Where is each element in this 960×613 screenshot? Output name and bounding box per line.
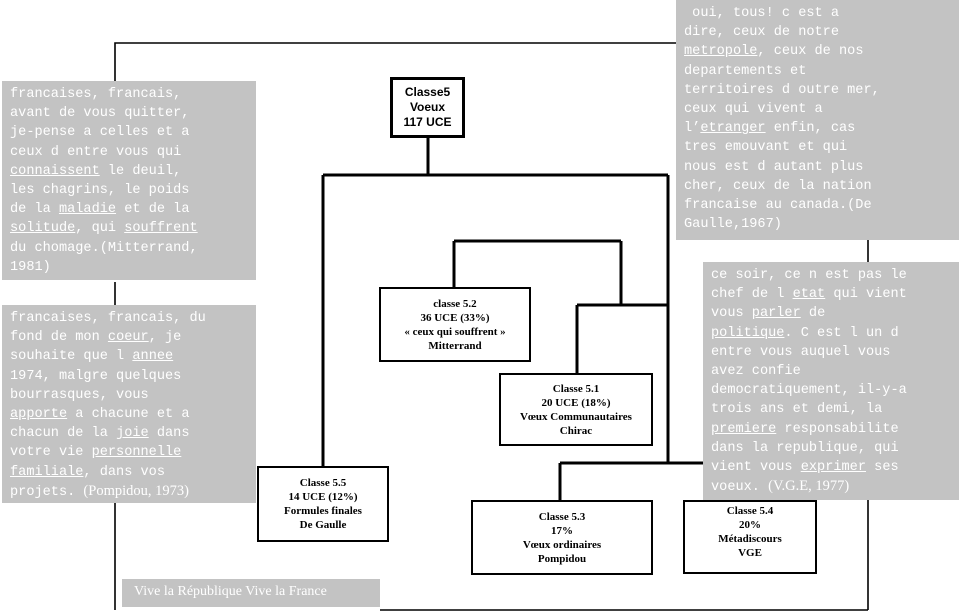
keyword: etranger (700, 121, 766, 137)
quote-line: tres emouvant et qui (684, 140, 848, 156)
class-5-3-theme: Vœux ordinaires (522, 538, 602, 551)
quote-line (10, 219, 248, 238)
keyword: parler (751, 306, 801, 322)
class-5-5-title: Classe 5.5 (299, 477, 347, 489)
quote-text: votre vie (10, 445, 92, 461)
quote-text: . C est l un d (784, 325, 899, 341)
root-class-title: Classe5 (404, 85, 451, 99)
class-5-3-title: Classe 5.3 (538, 510, 586, 523)
quote-vge (703, 262, 959, 500)
class-5-4-title: Classe 5.4 (726, 505, 774, 517)
class-5-1-theme: Vœux Communautaires (520, 410, 632, 423)
quote-line (10, 482, 248, 502)
class-5-2-count: 36 UCE (33%) (420, 311, 490, 324)
keyword: maladie (58, 202, 117, 218)
quote-text: , qui (75, 221, 125, 237)
quote-text: enfin, cas (765, 121, 856, 137)
quote-line: territoires d outre mer, (684, 82, 880, 98)
class-5-4-theme: Métadiscours (718, 533, 782, 545)
quote-text: vient vous (711, 460, 801, 476)
class-5-4-share: 20% (739, 519, 761, 531)
quote-line: avez confie (711, 364, 801, 380)
quote-text: ses (866, 460, 899, 476)
quote-line (711, 458, 951, 477)
quote-line: oui, tous! c est a (684, 6, 839, 21)
quote-line: ceux qui vivent a (684, 102, 823, 118)
class-5-5-president: De Gaulle (299, 519, 347, 531)
quote-text: de (800, 306, 826, 322)
quote-line: avant de vous quitter, (10, 106, 190, 122)
quote-text: vous (711, 306, 752, 322)
quote-line (10, 162, 248, 181)
quote-pompidou (2, 305, 256, 503)
quote-line (711, 324, 951, 343)
class-5-2-title: classe 5.2 (433, 297, 477, 310)
quote-text: responsabilite (776, 421, 899, 437)
quote-line (10, 443, 248, 462)
quote-line: francaises, francais, du (10, 311, 206, 326)
keyword: apporte (10, 407, 68, 423)
quote-text: , je (148, 330, 182, 346)
keyword: familiale (10, 464, 84, 480)
quote-text: chef de l (711, 287, 793, 303)
quote-line: cher, ceux de la nation (684, 178, 872, 194)
quote-line: je-pense a celles et a (10, 125, 190, 141)
quote-line: du chomage.(Mitterrand, (10, 240, 198, 256)
quote-line: dans la republique, qui (711, 440, 899, 456)
class-5-3-president: Pompidou (537, 552, 587, 565)
keyword: solitude (10, 221, 76, 237)
keyword: joie (116, 426, 149, 442)
quote-line (684, 119, 951, 138)
quote-text: a chacune et a (67, 407, 190, 423)
class-5-5-count: 14 UCE (12%) (288, 491, 358, 503)
quote-line: nous est d autant plus (684, 159, 864, 175)
quote-line: francaises, francais, (10, 87, 182, 102)
quote-line (10, 328, 248, 347)
class-5-2-president: Mitterrand (428, 339, 482, 352)
keyword: souffrent (124, 221, 198, 237)
quote-line: francaise au canada.(De (684, 198, 872, 214)
quote-line: democratiquement, il-y-a (711, 383, 907, 399)
root-class-count: 117 UCE (403, 115, 452, 129)
class-5-1-president: Chirac (559, 424, 593, 437)
quote-text: projets. (10, 484, 84, 500)
quote-line: ce soir, ce n est pas le (711, 268, 907, 283)
class-5-2-box (379, 287, 531, 362)
quote-de-gaulle (676, 0, 959, 240)
quote-line: dire, ceux de notre (684, 25, 839, 41)
keyword: etat (792, 287, 826, 303)
quote-line (10, 347, 248, 366)
quote-text: dans (148, 426, 190, 442)
keyword: politique (711, 325, 785, 341)
class-5-1-box (499, 373, 653, 446)
quote-line (711, 304, 951, 323)
quote-text: qui vient (825, 287, 907, 303)
quote-line: entre vous auquel vous (711, 344, 891, 360)
quote-attribution: (Pompidou, 1973) (83, 482, 189, 499)
quote-line (10, 200, 248, 219)
quote-text: fond de mon (10, 330, 108, 346)
keyword: personnelle (91, 445, 182, 461)
quote-text: l’ (684, 121, 701, 137)
root-class-theme: Voeux (409, 100, 446, 114)
keyword: exprimer (800, 460, 866, 476)
quote-line: trois ans et demi, la (711, 402, 883, 418)
quote-line (711, 420, 951, 439)
class-5-4-president: VGE (738, 547, 762, 559)
quote-line (10, 405, 248, 424)
keyword: coeur (107, 330, 149, 346)
quote-attribution: (V.G.E, 1977) (768, 478, 850, 495)
class-5-5-theme: Formules finales (284, 505, 362, 517)
keyword: metropole (684, 44, 758, 60)
quote-line: les chagrins, le poids (10, 183, 190, 199)
quote-text: et de la (116, 202, 190, 218)
class-5-1-title: Classe 5.1 (552, 382, 600, 395)
quote-line: 1981) (10, 259, 51, 275)
quote-line (711, 285, 951, 304)
quote-text: le deuil, (99, 163, 182, 179)
class-5-3-share: 17% (551, 524, 573, 537)
quote-line (711, 477, 951, 497)
quote-line (10, 424, 248, 443)
quote-text: , dans vos (83, 464, 165, 480)
class-5-2-theme: « ceux qui souffrent » (404, 325, 506, 338)
class-5-1-count: 20 UCE (18%) (541, 396, 611, 409)
quote-line (684, 42, 951, 61)
quote-line: Gaulle,1967) (684, 217, 782, 233)
class-5-5-box (257, 466, 389, 542)
quote-line: departements et (684, 63, 807, 79)
footer-slogan: Vive la République Vive la France (122, 579, 380, 607)
quote-line: ceux d entre vous qui (10, 144, 182, 160)
quote-text: voeux. (711, 480, 769, 496)
quote-line: 1974, malgre quelques (10, 368, 182, 384)
class-5-4-box (683, 500, 817, 574)
class-5-3-box (471, 500, 653, 575)
quote-line: bourrasques, vous (10, 387, 149, 403)
quote-text: , ceux de nos (757, 44, 864, 60)
keyword: connaissent (10, 163, 100, 179)
quote-text: souhaite que l (10, 349, 133, 365)
keyword: annee (132, 349, 174, 365)
root-class-box (390, 77, 465, 138)
quote-line (10, 463, 248, 482)
quote-mitterrand (2, 81, 256, 280)
quote-text: chacun de la (10, 426, 117, 442)
quote-text: de la (10, 202, 59, 218)
keyword: premiere (711, 421, 777, 437)
